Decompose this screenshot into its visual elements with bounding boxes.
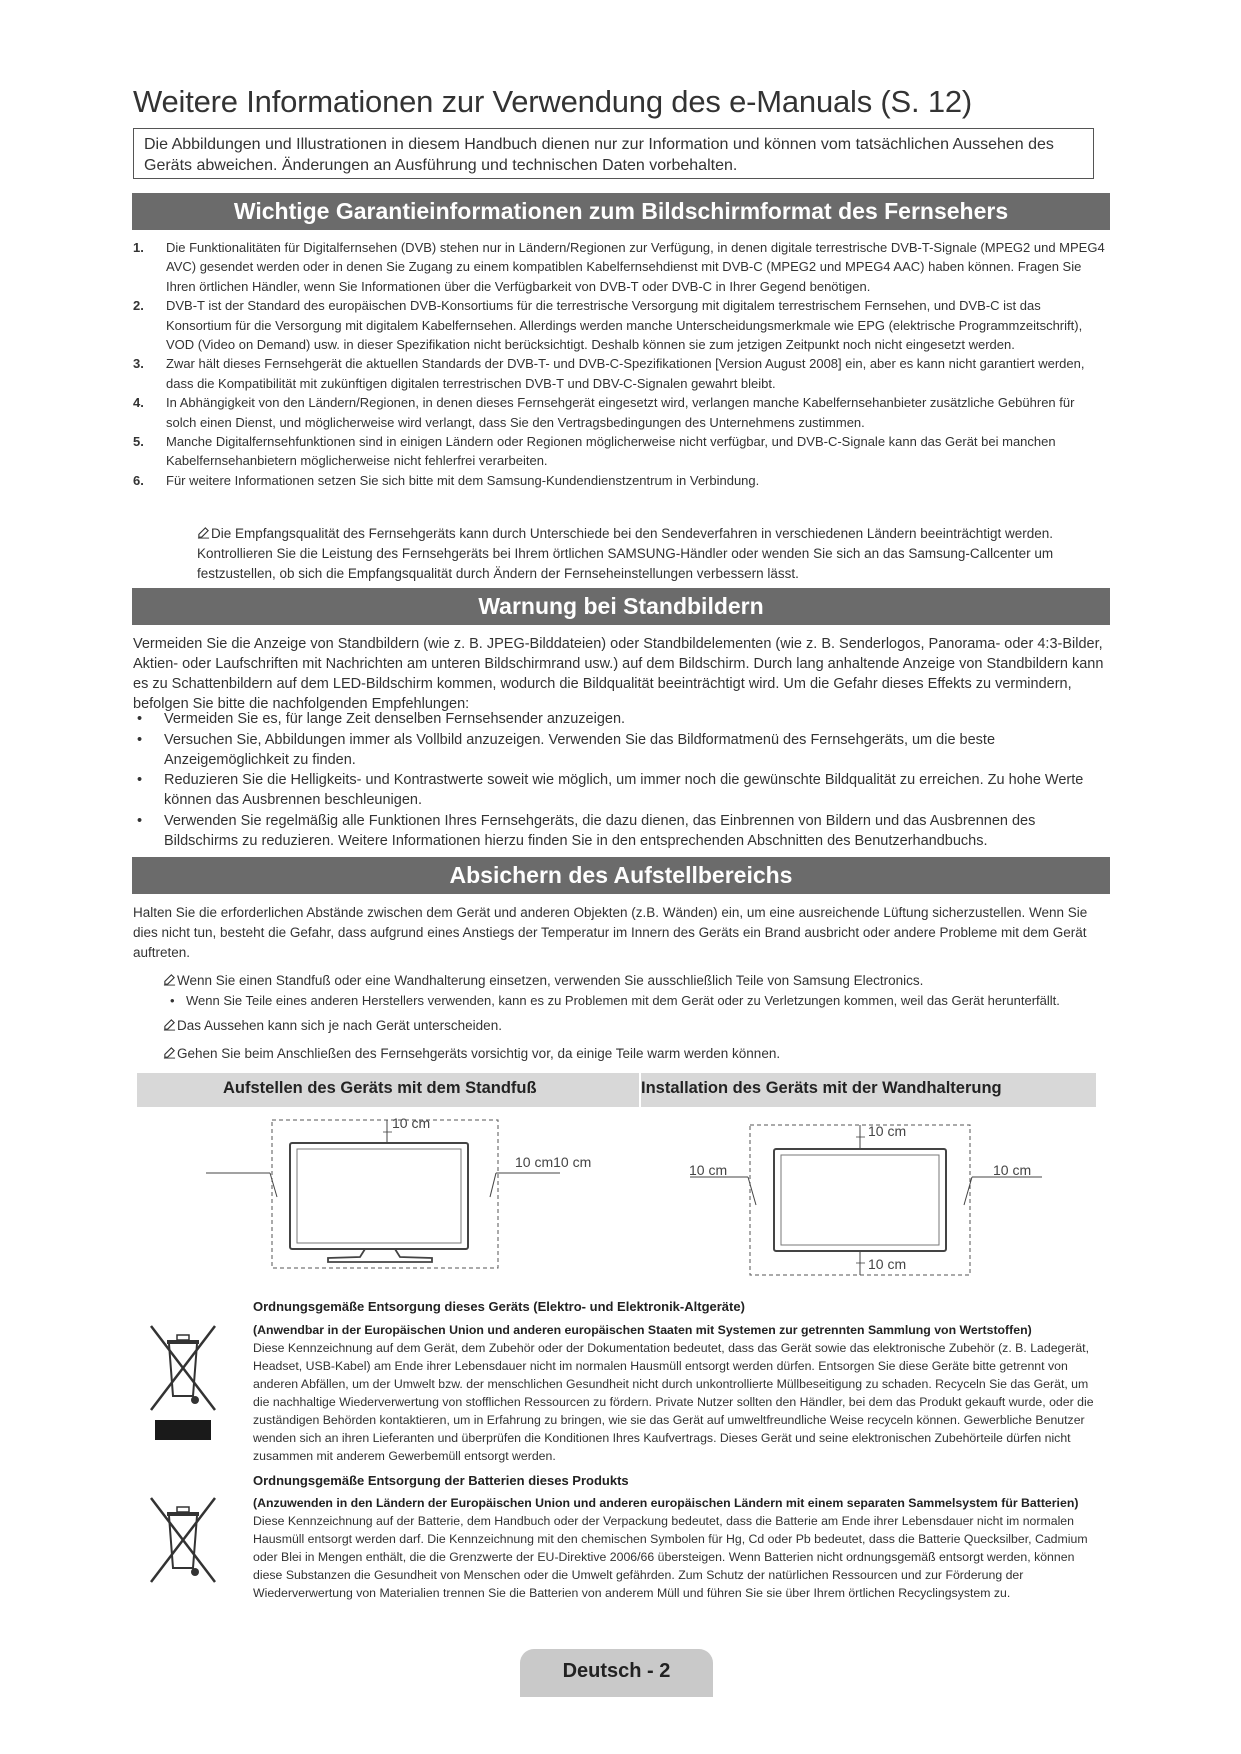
wall-header: Installation des Geräts mit der Wandhalterung (641, 1073, 1096, 1107)
stand-dim-sides: 10 cm10 cm (515, 1154, 592, 1170)
page-number-tab: Deutsch - 2 (520, 1649, 713, 1697)
appearance-note: Das Aussehen kann sich je nach Gerät unterscheiden. (163, 1016, 1063, 1036)
list-item: 1. Die Funktionalitäten für Digitalfernsehen (DVB) stehen nur in Ländern/Regionen zur Verfügung, in denen digitale terrestrische DVB-T-Signale (MPEG2 und MPEG4 AVC) gesendet werden oder in denen Sie Zugang zu einem kompatiblen Kabelfernsehdienst mit DVB-C (MPEG2 und MPEG4 AAC) haben können. Fragen Sie Ihren örtlichen Händler, wenn Sie Informationen über die Verfügbarkeit von DVB-T oder DVB-C in Ihrer Gegend benötigen. (133, 240, 1105, 294)
stand-diagram (200, 1115, 580, 1275)
weee-title: Ordnungsgemäße Entsorgung dieses Geräts (Elektro- und Elektronik-Altgeräte) (253, 1299, 745, 1314)
crossed-bin-icon (147, 1320, 219, 1440)
install-intro: Halten Sie die erforderlichen Abstände zwischen dem Gerät und anderen Objekten (z.B. Wänden) ein, um eine ausreichende Lüftung sicherzustellen. Wenn Sie dies nicht tun, besteht die Gefahr, dass aufgrund eines Anstiegs der Temperatur im Innern des Geräts ein Brand ausbricht oder andere Probleme mit dem Gerät auftreten. (133, 905, 1088, 960)
list-item: 4. In Abhängigkeit von den Ländern/Regionen, in denen dieses Fernsehgerät eingesetzt wird, verlangen manche Kabelfernsehanbieter zusätzliche Gebühren für solch einen Dienst, und möglicherweise wird verlangt, dass Sie den Vertragsbedingungen des Unternehmens zustimmen. (133, 395, 1075, 430)
page-title: Weitere Informationen zur Verwendung des e-Manuals (S. 12) (133, 84, 973, 119)
list-item: • Reduzieren Sie die Helligkeits- und Kontrastwerte soweit wie möglich, um immer noch die gewünschte Bildqualität zu erreichen. Zu hohe Werte können das Ausbrennen beschleunigen. (137, 772, 1084, 809)
list-item: • Vermeiden Sie es, für lange Zeit denselben Fernsehsender anzuzeigen. (137, 711, 626, 727)
note-icon (163, 973, 176, 986)
still-image-bullets (133, 710, 1108, 853)
stand-dim-top: 10 cm (392, 1115, 431, 1131)
install-heading: Absichern des Aufstellbereichs (132, 857, 1110, 894)
other-parts-note: • Wenn Sie Teile eines anderen Herstellers verwenden, kann es zu Problemen mit dem Gerät oder zu Verletzungen kommen, weil das Gerät herunterfällt. (170, 993, 1060, 1008)
wall-dim-left: 10 cm (689, 1162, 728, 1178)
weee-text (253, 1321, 1096, 1465)
intro-box: Die Abbildungen und Illustrationen in diesem Handbuch dienen nur zur Information und können vom tatsächlichen Aussehen des Geräts abweichen. Änderungen an Ausführung und technischen Daten vorbehalten. (133, 128, 1094, 179)
wall-dim-top: 10 cm (868, 1123, 907, 1139)
samsung-parts-note: Wenn Sie einen Standfuß oder eine Wandhalterung einsetzen, verwenden Sie ausschließlich Teile von Samsung Electronics. (163, 971, 1113, 991)
warranty-list (133, 238, 1108, 490)
note-icon (163, 1046, 176, 1059)
note-icon (163, 1018, 176, 1031)
battery-subtitle: (Anzuwenden in den Ländern der Europäischen Union und anderen europäischen Ländern mit einem separaten Sammelsystem für Batterien) (253, 1496, 1079, 1510)
list-item: 5. Manche Digitalfernsehfunktionen sind in einigen Ländern oder Regionen möglicherweise nicht verfügbar, und DVB-C-Signale kann das Gerät bei manchen Kabelfernsehanbietern möglicherweise nicht fehlerfrei verarbeiten. (133, 434, 1056, 469)
weee-body: Diese Kennzeichnung auf dem Gerät, dem Zubehör oder der Dokumentation bedeutet, dass das Gerät sowie das elektronische Zubehör (z. B. Ladegerät, Headset, USB-Kabel) am Ende ihrer Lebensdauer nicht im normalen Hausmüll entsorgt werden dürfen. Entsorgen Sie diese Geräte bitte getrennt von anderen Abfällen, um der Umwelt bzw. der menschlichen Gesundheit nicht durch unkontrollierte Müllbeseitigung zu schaden. Recyceln Sie das Gerät, um die nachhaltige Wiederverwertung von stofflichen Ressourcen zu fördern. Private Nutzer sollten den Händler, bei dem das Produkt gekauft wurde, oder die zuständigen Behörden kontaktieren, um in Erfahrung zu bringen, wie sie das Gerät auf umweltfreundliche Weise recyceln können. Gewerbliche Benutzer wenden sich an ihren Lieferanten und überprüfen die Konditionen Ihres Kaufvertrags. Dieses Gerät und seine elektronischen Zubehörteile dürfen nicht zusammen mit anderem Gewerbemüll entsorgt werden. (253, 1341, 1094, 1463)
still-image-intro: Vermeiden Sie die Anzeige von Standbildern (wie z. B. JPEG-Bilddateien) oder Standbildelementen (wie z. B. Senderlogos, Panorama- oder 4:3-Bilder, Aktien- oder Laufschriften mit Nachrichten am unteren Bildschirmrand usw.) auf dem Bildschirm. Durch lang anhaltende Anzeige von Standbildern kann es zu Schattenbildern auf dem LED-Bildschirm kommen, wodurch die Bildqualität beeinträchtigt wird. Um die Gefahr dieses Effekts zu vermindern, befolgen Sie bitte die nachfolgenden Empfehlungen: (133, 636, 1104, 712)
list-item: 3. Zwar hält dieses Fernsehgerät die aktuellen Standards der DVB-T- und DVB-C-Spezifikationen [Version August 2008] ein, aber es kann nicht garantiert werden, dass die Kompatibilität mit zukünftigen digitalen terrestrischen DVB-T und DBV-C-Signalen gewahrt bleibt. (133, 356, 1085, 391)
stand-header: Aufstellen des Geräts mit dem Standfuß (137, 1073, 639, 1107)
list-item: 2. DVB-T ist der Standard des europäischen DVB-Konsortiums für die terrestrische Versorgung mit digitalem terrestrischem Fernsehen, und DVB-C ist das Konsortium für die Versorgung mit digitalem Kabelfernsehen. Allerdings werden manche Unterscheidungsmerkmale wie EPG (elektrische Programmzeitschrift), VOD (Video on Demand) usw. in dieser Spezifikation nicht berücksichtigt. Deshalb können sie zum jetzigen Zeitpunkt noch nicht eingesetzt werden. (133, 298, 1083, 353)
battery-text (253, 1494, 1096, 1602)
warm-parts-note: Gehen Sie beim Anschließen des Fernsehgeräts vorsichtig vor, da einige Teile warm werden können. (163, 1044, 1063, 1064)
reception-note: Die Empfangsqualität des Fernsehgeräts kann durch Unterschiede bei den Sendeverfahren in verschiedenen Ländern beeinträchtigt werden. Kontrollieren Sie die Leistung des Fernsehgeräts bei Ihrem örtlichen SAMSUNG-Händler oder wenden Sie sich an das Samsung-Callcenter um festzustellen, ob sich die Empfangsqualität durch Ändern der Fernseheinstellungen verbessern lässt. (197, 526, 1054, 581)
warranty-heading: Wichtige Garantieinformationen zum Bildschirmformat des Fernsehers (132, 193, 1110, 230)
list-item: • Verwenden Sie regelmäßig alle Funktionen Ihres Fernsehgeräts, die dazu dienen, das Einbrennen von Bildern und das Ausbrennen des Bildschirms zu reduzieren. Weitere Informationen hierzu finden Sie in den entsprechenden Abschnitten des Benutzerhandbuchs. (137, 812, 1036, 849)
note-icon (197, 526, 210, 539)
still-image-heading: Warnung bei Standbildern (132, 588, 1110, 625)
battery-bin-icon (147, 1492, 219, 1592)
list-item: • Versuchen Sie, Abbildungen immer als Vollbild anzuzeigen. Verwenden Sie das Bildformatmenü des Fernsehgeräts, um die beste Anzeigemöglichkeit zu finden. (137, 731, 996, 768)
battery-body: Diese Kennzeichnung auf der Batterie, dem Handbuch oder der Verpackung bedeutet, dass die Batterie am Ende ihrer Lebensdauer nicht im normalen Hausmüll entsorgt werden darf. Die Kennzeichnung mit den chemischen Symbolen für Hg, Cd oder Pb bedeutet, dass die Batterie Quecksilber, Cadmium oder Blei in Mengen enthält, die die Grenzwerte der EU-Direktive 2006/66 übersteigen. Wenn Batterien nicht ordnungsgemäß entsorgt werden, können diese Substanzen die Gesundheit von Menschen oder die Umwelt gefährden. Zum Schutz der natürlichen Ressourcen und zur Förderung der Wiederverwertung von Materialien trennen Sie die Batterien von anderem Müll und führen Sie sie über Ihrem örtlichen Recyclingsystem zu. (253, 1514, 1088, 1600)
weee-subtitle: (Anwendbar in der Europäischen Union und anderen europäischen Staaten mit Systemen zur getrennten Sammlung von Wertstoffen) (253, 1323, 1032, 1337)
battery-title: Ordnungsgemäße Entsorgung der Batterien dieses Produkts (253, 1473, 629, 1488)
wall-dim-bottom: 10 cm (868, 1256, 907, 1272)
wall-dim-right: 10 cm (993, 1162, 1032, 1178)
list-item: 6. Für weitere Informationen setzen Sie sich bitte mit dem Samsung-Kundendienstzentrum in Verbindung. (133, 472, 760, 488)
